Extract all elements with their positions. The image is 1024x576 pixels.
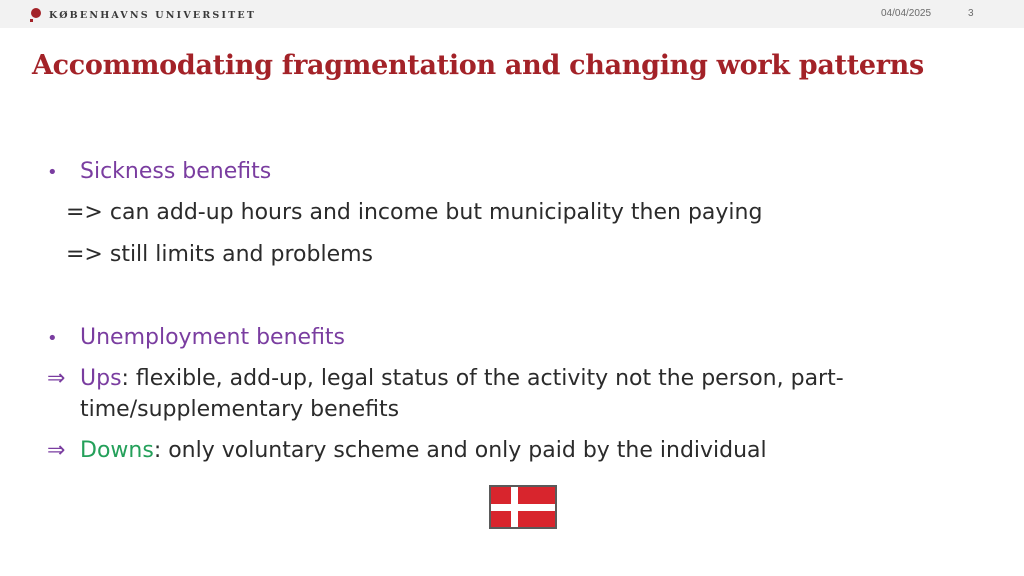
- double-arrow-implies-icon: ⇒: [47, 366, 66, 391]
- sickness-line-1: => can add-up hours and income but municipality then paying: [66, 200, 763, 225]
- bullet-dot-icon: •: [47, 162, 58, 183]
- downs-label: Downs: [80, 438, 154, 463]
- flag-cross-horizontal: [491, 504, 555, 511]
- downs-text: : only voluntary scheme and only paid by the individual: [153, 438, 767, 463]
- slide-date: 04/04/2025: [881, 8, 932, 19]
- ups-line-2: time/supplementary benefits: [80, 397, 400, 422]
- page-number: 3: [968, 8, 974, 19]
- sickness-line-2: => still limits and problems: [66, 242, 374, 267]
- bullet-dot-icon: •: [47, 328, 58, 349]
- ups-text: : flexible, add-up, legal status of the activity not the person, part-: [121, 366, 844, 391]
- ups-label: Ups: [80, 366, 122, 391]
- bullet-heading-unemployment: Unemployment benefits: [80, 325, 346, 350]
- slide-title: Accommodating fragmentation and changing work patterns: [32, 50, 924, 81]
- double-arrow-implies-icon: ⇒: [47, 438, 66, 463]
- danish-flag-image: [489, 485, 557, 529]
- bullet-heading-sickness: Sickness benefits: [80, 159, 272, 184]
- downs-line: [80, 438, 767, 464]
- ups-line-1: [80, 366, 844, 392]
- university-name: KØBENHAVNS UNIVERSITET: [49, 9, 257, 21]
